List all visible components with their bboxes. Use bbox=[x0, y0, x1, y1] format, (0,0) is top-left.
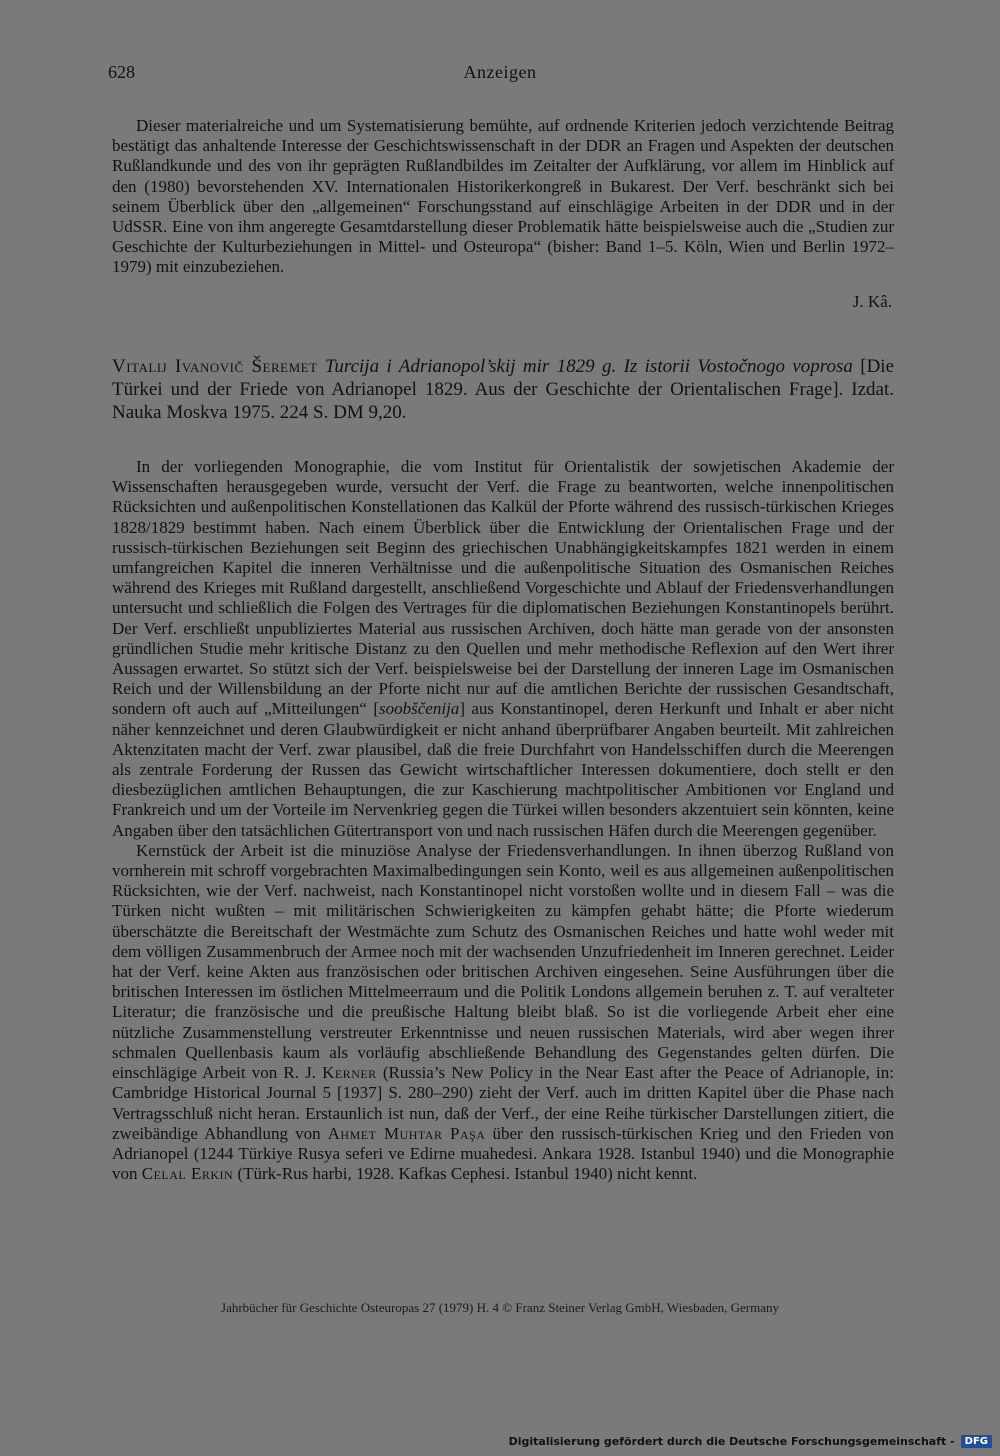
dfg-note: Digitalisierung gefördert durch die Deutsche Forschungsgemeinschaft - bbox=[508, 1435, 955, 1448]
dfg-logo-icon: DFG bbox=[961, 1435, 992, 1448]
reviewer-signature: J. Kâ. bbox=[852, 292, 892, 311]
journal-citation: Jahrbücher für Geschichte Osteuropas 27 (1979) H. 4 © Franz Steiner Verlag GmbH, Wiesbaden, Germany bbox=[221, 1300, 779, 1315]
text-run: Kernstück der Arbeit ist die minuziöse Analyse der Friedensverhandlungen. In ihnen überzog Rußland von vornherein mit schroff vorgebrachten Maximalbedingungen sein Konto, weil es aus allgemeinen außenpolitischen Rücksichten, wie der Verf. nachweist, nach Konstantinopel nicht vorstoßen wollte und in diesem Fall – was die Türken nicht wußten – mit militärischen Schwierigkeiten zu kämpfen gehabt hätte; die Pforte wiederum überschätzte die Bereitschaft der Westmächte zum Schutz des Osmanischen Reiches und hatte wohl weder mit dem völligen Zusammenbruch der Armee noch mit der wachsenden Unzufriedenheit im Inneren gerechnet. Leider hat der Verf. keine Akten aus französischen oder britischen Archiven eingesehen. Seine Ausführungen über die britischen Interessen im östlichen Mittelmeerraum und die Politik Londons allgemein beruhen z. T. auf veralteter Literatur; die französische und die preußische Haltung bleibt blaß. So ist die vorliegende Arbeit eher eine nützliche Zusammenstellung verstreuter Erkenntnisse und neuen russischen Materials, wird aber wegen ihrer schmalen Quellenbasis kaum als vorläufig abschließende Behandlung des Gegenstandes gelten dürfen. Die einschlägige Arbeit von R. J. bbox=[112, 840, 894, 1083]
author-name: Vitalij Ivanovič Šeremet bbox=[112, 356, 318, 377]
paragraph bbox=[112, 841, 894, 1184]
bibliographic-entry bbox=[112, 355, 894, 424]
paragraph: Dieser materialreiche und um Systematisierung bemühte, auf ordnende Kriterien jedoch verzichtende Beitrag bestätigt das anhaltende Interesse der Geschichtswissenschaft in der DDR an Fragen und Aspekten der deutschen Rußlandkunde und des von ihr geprägten Rußlandbildes im Zeitalter der Aufklärung, vor allem im Hinblick auf den (1980) bevorstehenden XV. Internationalen Historikerkongreß in Bukarest. Der Verf. beschränkt sich bei seinem Überblick über den „allgemeinen“ Forschungsstand auf einschlägige Arbeiten in der DDR und in der UdSSR. Eine von ihm angeregte Gesamtdarstellung dieser Problematik hätte beispielsweise auch die „Studien zur Geschichte der Kulturbeziehungen in Mittel- und Osteuropa“ (bisher: Band 1–5. Köln, Wien und Berlin 1972–1979) mit einzubeziehen. bbox=[112, 116, 894, 277]
running-head: Anzeigen bbox=[463, 62, 537, 82]
review-text bbox=[112, 457, 894, 1184]
page-header bbox=[0, 62, 1000, 88]
review-text-previous bbox=[112, 116, 894, 278]
text-run: (Russia’s New Policy in the Near East after the Peace of Adrianople, in: Cambridge Historical Journal 5 [1937] S. 280–290) zieht der Verf. auch im dritten Kapitel über die Phase nach Vertragsschluß nicht heran. Erstaunlich ist nun, daß der Verf., der eine Reihe türkischer Darstellungen zitiert, die zweibändige Abhandlung von bbox=[112, 1063, 895, 1143]
entry-details: [Die Türkei und der Friede von Adrianopel 1829. Aus der Geschichte der Orientalischen Frage]. Izdat. Nauka Moskva 1975. 224 S. DM 9,20. bbox=[112, 356, 895, 423]
text-run: In der vorliegenden Monographie, die vom Institut für Orientalistik der sowjetischen Akademie der Wissenschaften herausgegeben wurde, versucht der Verf. die Frage zu beantworten, welche innenpolitischen Rücksichten und außenpolitischen Konstellationen das Kalkül der Pforte während des russisch-türkischen Krieges 1828/1829 bestimmt haben. Nach einem Überblick über die Entwicklung der Orientalischen Frage und der russisch-türkischen Beziehungen seit Beginn des griechischen Unabhängigkeitskampfes 1821 werden in einem umfangreichen Kapitel die inneren Verhältnisse und die außenpolitische Situation des Osmanischen Reiches während des Krieges mit Rußland dargestellt, anschließend Vorgeschichte und Ablauf der Friedensverhandlungen untersucht und schließlich die Folgen des Vertrages für die diplomatischen Beziehungen Konstantinopels berührt. Der Verf. erschließt unpubliziertes Material aus russischen Archiven, doch hätte man gerade von der ansonsten gründlichen Studie mehr kritische Distanz zu den Quellen und mehr methodische Reflexion auf den Wert ihrer Aussagen erwartet. So stützt sich der Verf. beispielsweise bei der Darstellung der inneren Lage im Osmanischen Reich und der Willensbildung an der Pforte nicht nur auf die amtlichen Berichte der russischen Gesandtschaft, sondern oft auch auf „Mitteilungen“ [ bbox=[112, 457, 894, 719]
book-title: Turcija i Adrianopol’skij mir 1829 g. Iz istorii Vostočnogo voprosa bbox=[324, 356, 853, 377]
author-smallcaps: Kerner bbox=[322, 1063, 377, 1083]
author-smallcaps: Ahmet Muhtar Paşa bbox=[327, 1123, 486, 1143]
text-run-italic: soobščenija bbox=[379, 699, 460, 719]
paragraph bbox=[112, 457, 894, 841]
text-run: ] aus Konstantinopel, deren Herkunft und Inhalt er aber nicht näher kennzeichnet und deren Glaubwürdigkeit er nicht anhand überprüfbarer Angaben beurteilt. Mit zahlreichen Aktenzitaten macht der Verf. zwar plausibel, daß die freie Durchfahrt von Handelsschiffen durch die Meerengen als zentrale Forderung der Russen das Gewicht wirtschaftlicher Interessen dokumentiere, doch stellt er den diesbezüglichen amtlichen Behauptungen, die zur Kaschierung machtpolitischer Ambitionen vor England und Frankreich und um der Vorteile im Nervenkrieg gegen die Türkei willen besonders akzentuiert sein könnten, keine Angaben über den tatsächlichen Gütertransport von und nach russischen Häfen durch die Meerengen gegenüber. bbox=[112, 699, 894, 840]
text-run: (Türk-Rus harbi, 1928. Kafkas Cephesi. Istanbul 1940) nicht kennt. bbox=[233, 1164, 698, 1184]
author-smallcaps: Celal Erkin bbox=[141, 1164, 234, 1184]
page-number: 628 bbox=[108, 62, 135, 82]
text-run: über den russisch-türkischen Krieg und den Frieden von Adrianopel (1244 Türkiye Rusya seferi ve Edirne muahedesi. Ankara 1928. Istanbul 1940) und die Monographie von bbox=[112, 1123, 895, 1184]
dfg-credit bbox=[509, 1435, 992, 1448]
